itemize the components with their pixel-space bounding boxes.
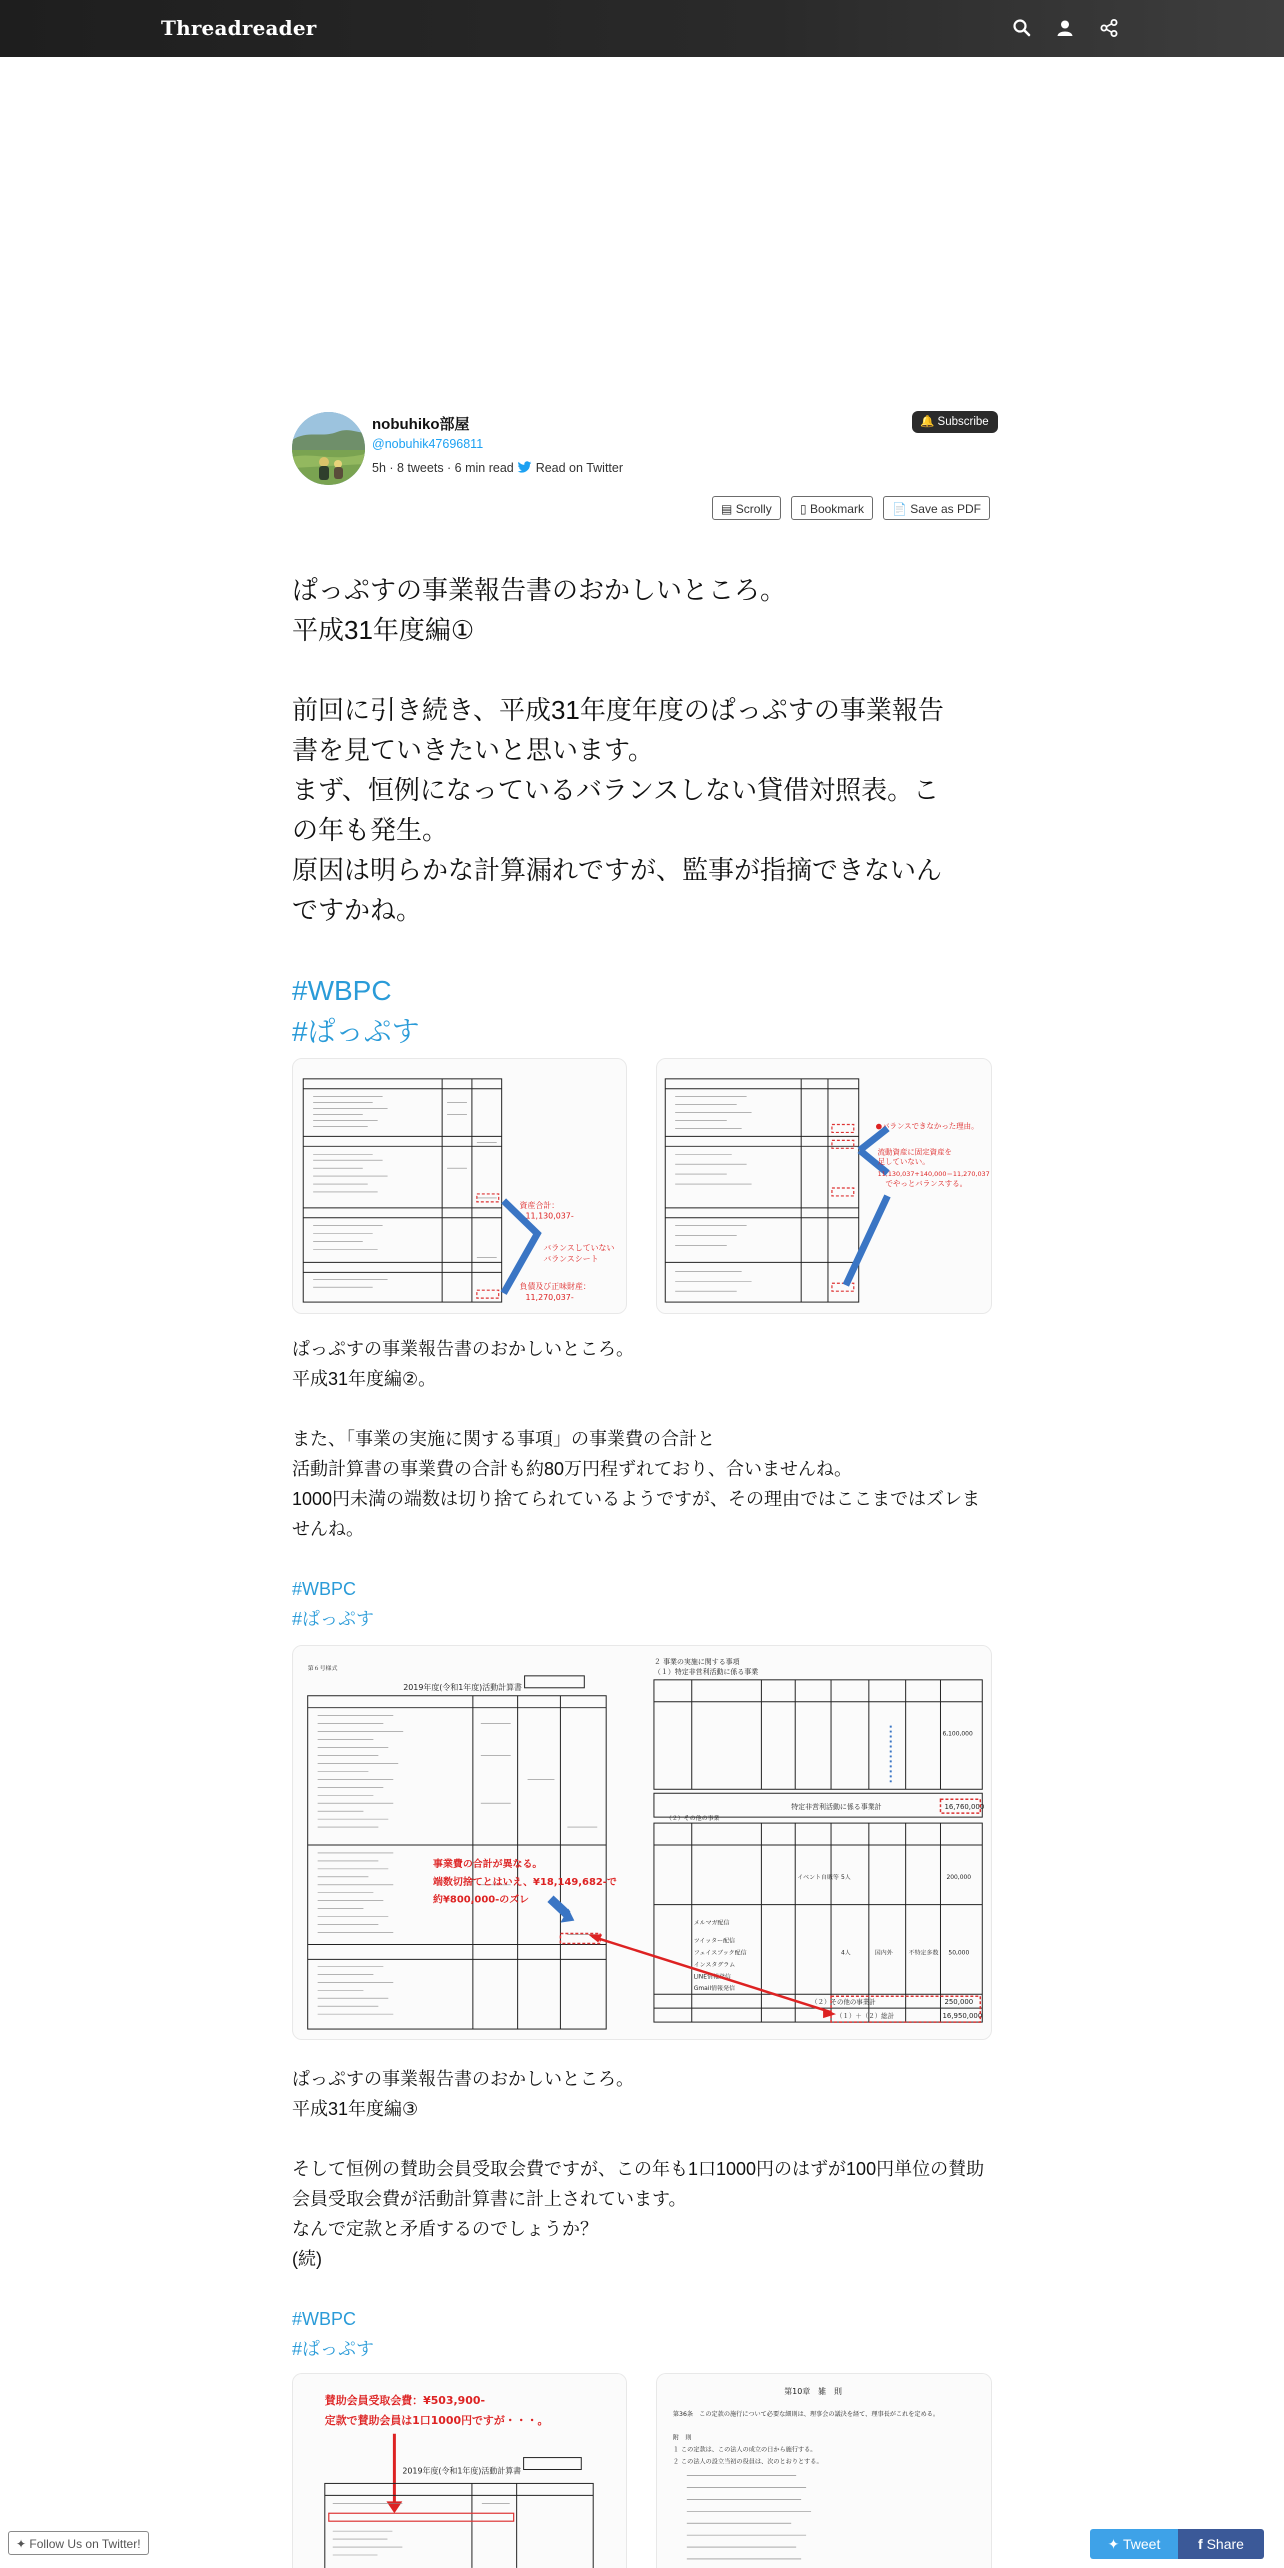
bookmark-label: Bookmark <box>809 502 864 516</box>
tweet-line: (続) <box>292 2249 322 2269</box>
hashtag-link[interactable]: #WBPC <box>292 1579 357 1599</box>
cell-text: 不特定多数 <box>908 1949 939 1957</box>
tweet-line: 平成31年度編②。 <box>292 1369 437 1389</box>
tweet-line: ですかね。 <box>292 895 423 925</box>
tweet-button[interactable] <box>1090 2529 1178 2559</box>
tweet-line: なんで定款と矛盾するのでしょうか？ <box>292 2219 598 2239</box>
tweet-line: ぱっぷすの事業報告書のおかしいところ。 <box>292 575 787 605</box>
tweet-label: Tweet <box>1123 2536 1161 2552</box>
tweet-line: 前回に引き続き、平成31年度年度のぱっぷすの事業報告 <box>292 695 944 725</box>
cell-text: LINE情報発信 <box>693 1973 731 1981</box>
section-heading: （１）特定非営利活動に係る事業 <box>653 1667 759 1676</box>
cell-text: フェイスブック配信 <box>693 1949 747 1957</box>
save-as-pdf-label: Save as PDF <box>910 502 981 516</box>
cell-text: イベント自販等 <box>797 1873 839 1881</box>
tweet-2-text <box>292 1334 992 1634</box>
tweet-3-image-1[interactable] <box>292 2373 627 2568</box>
bell-icon: 🔔 <box>920 416 935 428</box>
total-label: 特定非営利活動に係る事業計 <box>791 1803 882 1812</box>
follow-us-label: Follow Us on Twitter! <box>29 2537 141 2551</box>
tweet-1-image-1[interactable] <box>292 1058 627 1314</box>
annotation-text: 端数切捨てとはいえ、¥18,149,682-で <box>433 1876 617 1888</box>
tweet-1-image-2[interactable] <box>656 1058 992 1314</box>
annotation-text: 事業費の合計が異なる。 <box>433 1858 543 1870</box>
hashtag-link[interactable]: #ぱっぷす <box>292 1016 420 1047</box>
cell-text: Gmail情報発信 <box>693 1985 735 1993</box>
user-icon[interactable] <box>1055 18 1075 38</box>
tweet-line: ぱっぷすの事業報告書のおかしいところ。 <box>292 2069 634 2089</box>
annotation-text: 負債及び正味財産： <box>519 1282 591 1292</box>
tweet-1-text <box>292 570 992 1052</box>
cell-text: メルマガ配信 <box>693 1919 730 1927</box>
tweet-line: 原因は明らかな計算漏れですが、監事が指摘できないん <box>292 855 943 885</box>
total-value: 250,000 <box>944 1998 974 2007</box>
annotation-text: バランスシート <box>543 1254 599 1264</box>
tweet-2-image[interactable] <box>292 1645 992 2040</box>
annotation-text: 11,130,037- <box>525 1211 574 1221</box>
twitter-bird-icon <box>517 461 532 474</box>
document-title: 2019年度(令和1年度)活動計算書 <box>403 1682 522 1692</box>
search-icon[interactable] <box>1012 18 1032 38</box>
cell-text: 6,100,000 <box>942 1730 973 1738</box>
hashtag-link[interactable]: #WBPC <box>292 975 392 1006</box>
annotation-text: 賛助会員受取会費：¥503,900- <box>324 2393 485 2407</box>
document-line: 附 則 <box>672 2434 692 2442</box>
annotation-text: 約¥800,000-のズレ <box>433 1894 530 1906</box>
tweet-line: 平成31年度編③ <box>292 2099 419 2119</box>
total-value: 16,950,000 <box>942 2012 983 2021</box>
threadreader-logo[interactable]: Threadreader <box>161 16 317 40</box>
tweet-line: 1000円未満の端数は切り捨てられているようですが、その理由ではここまではズレませんね。 <box>292 1489 981 1539</box>
total-label: （２）その他の事業計 <box>811 1998 876 2007</box>
annotation-text: でやっとバランスする。 <box>885 1179 968 1188</box>
cell-text: インスタグラム <box>693 1961 736 1969</box>
facebook-icon: f <box>1198 2536 1203 2552</box>
hashtag-link[interactable]: #WBPC <box>292 2309 357 2329</box>
annotation-text: ●バランスできなかった理由。 <box>875 1121 979 1131</box>
annotation-text: 資産合計： <box>519 1200 560 1210</box>
total-value: 16,760,000 <box>944 1803 985 1812</box>
bookmark-icon: ▯ <box>800 502 807 516</box>
file-icon: 📄 <box>892 502 907 516</box>
document-line: １ この定款は、この法人の成立の日から施行する。 <box>672 2446 817 2454</box>
read-on-twitter-link[interactable]: Read on Twitter <box>535 461 624 475</box>
cell-text: 5人 <box>840 1873 851 1881</box>
annotation-text: 定款で賛助会員は1口1000円ですが・・・。 <box>324 2413 549 2427</box>
twitter-bird-icon: ✦ <box>1107 2536 1120 2552</box>
total-label: （１）＋（２）総計 <box>836 2012 895 2021</box>
annotation-text: 11,270,037- <box>525 1293 574 1303</box>
hashtag-link[interactable]: #ぱっぷす <box>292 2339 375 2359</box>
subscribe-label: Subscribe <box>937 416 989 428</box>
author-handle[interactable]: @nobuhik47696811 <box>372 437 484 451</box>
document-line: 第36条 この定款の施行について必要な細則は、理事会の議決を経て、理事長がこれを定める。 <box>672 2410 940 2418</box>
twitter-bird-icon: ✦ <box>16 2537 27 2551</box>
share-label: Share <box>1206 2536 1244 2552</box>
facebook-share-button[interactable] <box>1178 2529 1264 2559</box>
annotation-text: バランスしていない <box>543 1243 615 1253</box>
tweet-line: そして恒例の賛助会員受取会費ですが、この年も1口1000円のはずが100円単位の賛助会員受取会費が活動計算書に計上されています。 <box>292 2159 985 2209</box>
svg-text:第６号様式: 第６号様式 <box>307 1664 338 1672</box>
tweet-line: 活動計算書の事業費の合計も約80万円程ずれており、合いませんね。 <box>292 1459 853 1479</box>
document-line: ２ この法人の設立当初の役員は、次のとおりとする。 <box>672 2458 823 2466</box>
tweet-line: 書を見ていきたいと思います。 <box>292 735 654 765</box>
cell-text: ツイッター配信 <box>693 1937 736 1945</box>
cell-text: 200,000 <box>946 1873 972 1881</box>
annotation-text: 流動資産に固定資産を <box>877 1147 952 1157</box>
document-title: 2019年度(令和1年度)活動計算書 <box>402 2466 522 2476</box>
document-title: 第10章 雑 則 <box>784 2386 842 2396</box>
section-heading: ２ 事業の実施に関する事項 <box>653 1657 740 1666</box>
tweet-line: また、「事業の実施に関する事項」の事業費の合計と <box>292 1429 715 1449</box>
cell-text: 50,000 <box>948 1949 970 1957</box>
thread-meta <box>372 461 623 475</box>
section-heading: （２）その他の事業 <box>665 1815 720 1823</box>
save-as-pdf-button[interactable] <box>883 496 990 520</box>
scrolly-label: Scrolly <box>735 502 772 516</box>
bookmark-button[interactable] <box>791 496 873 520</box>
tweet-line: ぱっぷすの事業報告書のおかしいところ。 <box>292 1339 634 1359</box>
thread-meta-text: 5h · 8 tweets · 6 min read <box>372 461 514 475</box>
author-avatar[interactable] <box>292 412 365 485</box>
tweet-line: まず、恒例になっているバランスしない貸借対照表。こ <box>292 775 940 805</box>
author-name[interactable]: nobuhiko部屋 <box>372 416 470 433</box>
cell-text: 国内外 <box>874 1949 893 1957</box>
scrolly-button[interactable] <box>712 496 781 520</box>
cell-text: 4人 <box>840 1949 851 1957</box>
tweet-line: 平成31年度編① <box>292 615 475 645</box>
hashtag-link[interactable]: #ぱっぷす <box>292 1609 375 1629</box>
film-icon: ▤ <box>721 502 733 516</box>
follow-us-button[interactable] <box>8 2531 149 2555</box>
share-icon[interactable] <box>1099 18 1119 38</box>
top-navigation-bar <box>0 0 1284 57</box>
tweet-3-text <box>292 2064 992 2364</box>
annotation-text: 11,130,037+140,000＝11,270,037 <box>877 1170 990 1179</box>
subscribe-button[interactable] <box>912 411 998 433</box>
tweet-line: の年も発生。 <box>292 815 449 845</box>
tweet-3-image-2[interactable] <box>656 2373 992 2568</box>
annotation-text: 足していない。 <box>877 1157 930 1167</box>
